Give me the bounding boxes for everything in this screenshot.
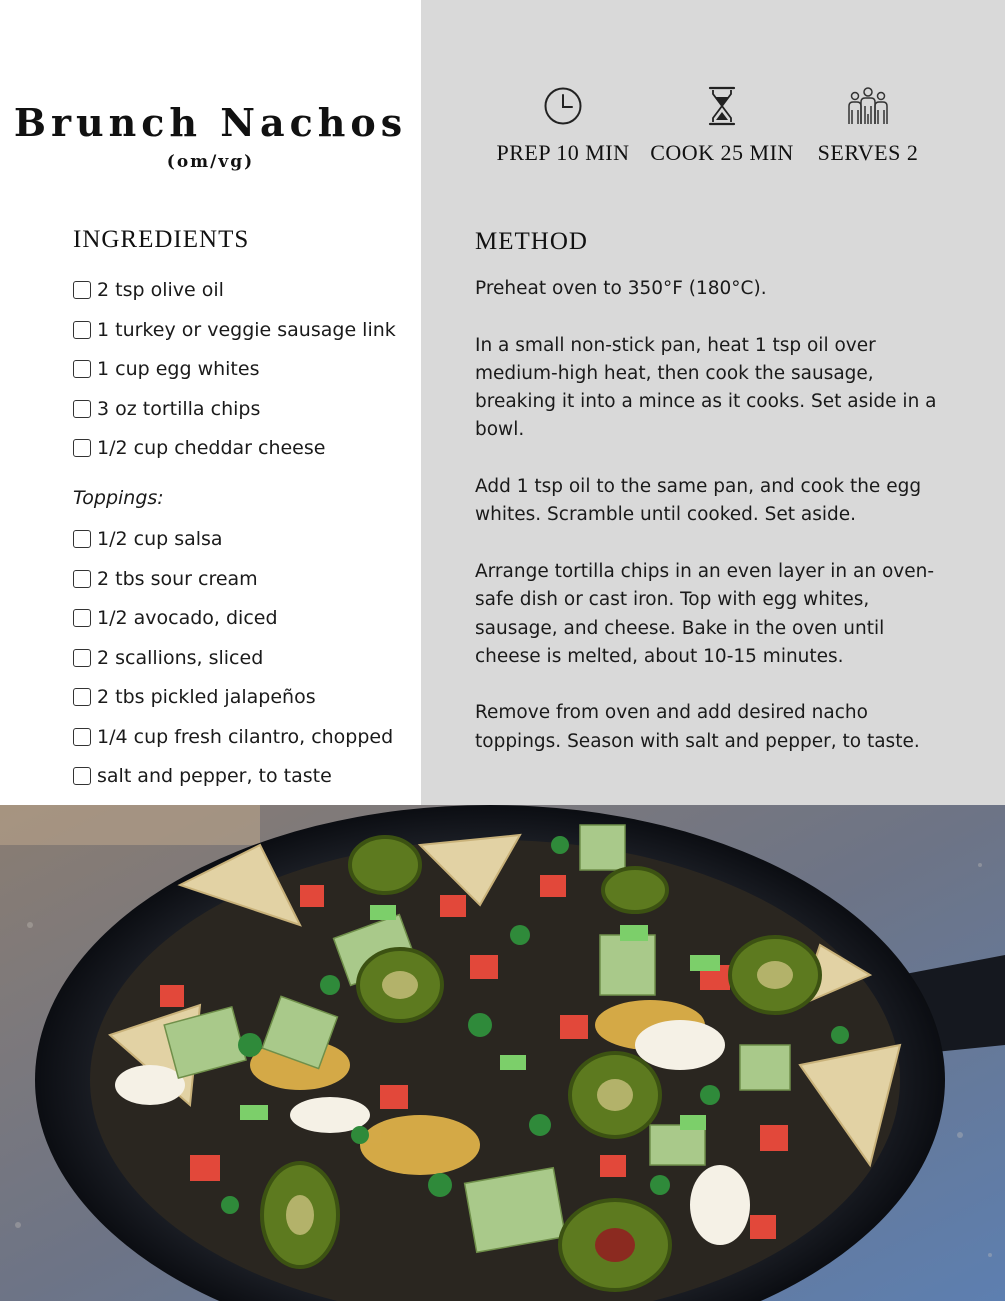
clock-icon	[541, 84, 585, 128]
ingredient-item[interactable]	[73, 275, 224, 305]
serves-label: SERVES 2	[817, 140, 919, 165]
topping-item[interactable]	[73, 761, 332, 791]
topping-label: 2 tbs pickled jalapeños	[97, 686, 316, 708]
topping-label: 1/2 avocado, diced	[97, 607, 278, 629]
method-step: Arrange tortilla chips in an even layer in an oven-safe dish or cast iron. Top with egg whites, sausage, and cheese. Bake in the oven until cheese is melted, about 10-15 minutes.	[475, 560, 935, 667]
ingredient-label: 2 tsp olive oil	[97, 279, 224, 301]
toppings-label: Toppings:	[73, 487, 164, 509]
ingredient-checkbox[interactable]	[73, 400, 91, 418]
recipe-subtitle: (om/vg)	[166, 152, 255, 172]
method-step: In a small non-stick pan, heat 1 tsp oil over medium-high heat, then cook the sausage, breaking it into a mince as it cooks. Set aside in a bowl.	[475, 334, 937, 441]
topping-checkbox[interactable]	[73, 688, 91, 706]
method-heading: METHOD	[475, 228, 588, 255]
topping-checkbox[interactable]	[73, 609, 91, 627]
topping-item[interactable]	[73, 603, 278, 633]
topping-label: 2 tbs sour cream	[97, 567, 258, 590]
topping-label: 1/4 cup fresh cilantro, chopped	[97, 725, 394, 748]
ingredient-item[interactable]	[73, 394, 260, 424]
method-steps	[475, 275, 955, 784]
topping-checkbox[interactable]	[73, 530, 91, 548]
method-step: Remove from oven and add desired nacho toppings. Season with salt and pepper, to taste.	[475, 702, 920, 752]
ingredient-label: 1 turkey or veggie sausage link	[97, 318, 396, 341]
ingredients-heading: INGREDIENTS	[73, 226, 250, 253]
ingredient-checkbox[interactable]	[73, 360, 91, 378]
topping-item[interactable]	[73, 682, 316, 712]
topping-checkbox[interactable]	[73, 767, 91, 785]
hourglass-icon	[700, 84, 744, 128]
cook-time-label: COOK 25 MIN	[650, 140, 794, 165]
ingredient-item[interactable]	[73, 354, 259, 384]
serves-stat	[810, 84, 926, 166]
ingredient-label: 1/2 cup cheddar cheese	[97, 437, 326, 459]
prep-time-label: PREP 10 MIN	[496, 140, 630, 165]
topping-checkbox[interactable]	[73, 728, 91, 746]
method-step: Preheat oven to 350°F (180°C).	[475, 278, 767, 299]
people-icon	[844, 84, 892, 128]
ingredient-label: 1 cup egg whites	[97, 358, 260, 380]
ingredient-item[interactable]	[73, 433, 325, 463]
prep-time-stat	[490, 84, 636, 166]
topping-item[interactable]	[73, 643, 263, 673]
nachos-skillet-illustration	[0, 805, 1005, 1301]
method-step: Add 1 tsp oil to the same pan, and cook the egg whites. Scramble until cooked. Set aside.	[475, 476, 922, 526]
cook-time-stat	[646, 84, 798, 166]
topping-label: 1/2 cup salsa	[97, 528, 223, 550]
topping-item[interactable]	[73, 564, 258, 594]
topping-checkbox[interactable]	[73, 649, 91, 667]
nachos-photo	[0, 805, 1005, 1301]
topping-label: salt and pepper, to taste	[97, 765, 332, 787]
topping-item[interactable]	[73, 524, 223, 554]
topping-checkbox[interactable]	[73, 570, 91, 588]
ingredient-checkbox[interactable]	[73, 439, 91, 457]
recipe-title: Brunch Nachos	[13, 100, 408, 145]
ingredient-checkbox[interactable]	[73, 321, 91, 339]
ingredient-checkbox[interactable]	[73, 281, 91, 299]
topping-label: 2 scallions, sliced	[97, 646, 264, 669]
ingredient-item[interactable]	[73, 315, 396, 345]
topping-item[interactable]	[73, 722, 393, 752]
ingredient-label: 3 oz tortilla chips	[97, 397, 261, 420]
